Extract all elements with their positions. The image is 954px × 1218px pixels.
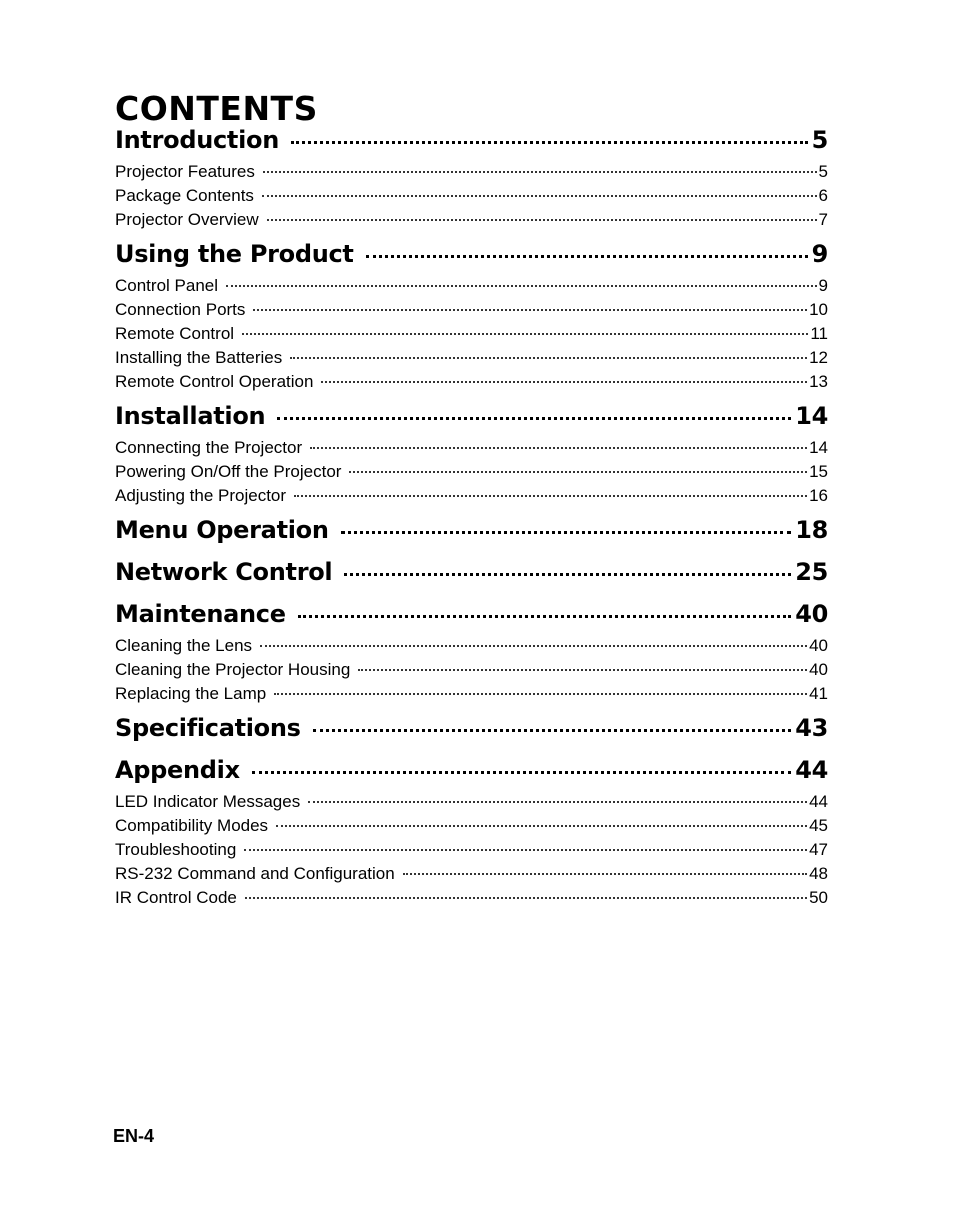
dot-leader: [294, 495, 807, 497]
section-page-number: 40: [795, 600, 828, 628]
section-title: Using the Product: [115, 240, 354, 268]
table-of-contents: [115, 126, 828, 918]
dot-leader: [310, 447, 807, 449]
entry-page-number: 5: [818, 162, 828, 181]
toc-section: [115, 126, 828, 240]
section-title: Maintenance: [115, 600, 286, 628]
toc-section-heading[interactable]: [115, 756, 828, 792]
entry-title: Remote Control Operation: [115, 372, 314, 391]
dot-leader: [358, 669, 807, 671]
toc-entry[interactable]: [115, 864, 828, 888]
entry-page-number: 40: [809, 636, 828, 655]
dot-leader: [253, 309, 807, 311]
toc-section-heading[interactable]: [115, 126, 828, 162]
toc-entry[interactable]: [115, 300, 828, 324]
entry-page-number: 13: [809, 372, 828, 391]
dot-leader: [298, 615, 791, 618]
toc-section: [115, 600, 828, 714]
toc-entry[interactable]: [115, 792, 828, 816]
toc-entry[interactable]: [115, 462, 828, 486]
entry-page-number: 41: [809, 684, 828, 703]
dot-leader: [291, 141, 808, 144]
dot-leader: [267, 219, 817, 221]
dot-leader: [277, 417, 791, 420]
entry-title: Troubleshooting: [115, 840, 237, 859]
dot-leader: [245, 897, 807, 899]
toc-entry-list: [115, 636, 828, 714]
entry-page-number: 40: [809, 660, 828, 679]
entry-title: Connecting the Projector: [115, 438, 303, 457]
toc-entry[interactable]: [115, 660, 828, 684]
section-page-number: 9: [811, 240, 828, 268]
toc-entry[interactable]: [115, 888, 828, 912]
entry-page-number: 11: [810, 324, 828, 343]
toc-entry[interactable]: [115, 372, 828, 396]
toc-entry-list: [115, 792, 828, 918]
section-page-number: 43: [795, 714, 828, 742]
entry-title: Projector Features: [115, 162, 255, 181]
entry-title: Adjusting the Projector: [115, 486, 287, 505]
dot-leader: [274, 693, 807, 695]
toc-entry[interactable]: [115, 348, 828, 372]
entry-page-number: 48: [809, 864, 828, 883]
entry-page-number: 12: [809, 348, 828, 367]
entry-title: Remote Control: [115, 324, 235, 343]
entry-title: Cleaning the Projector Housing: [115, 660, 351, 679]
section-title: Appendix: [115, 756, 240, 784]
section-title: Installation: [115, 402, 266, 430]
entry-page-number: 45: [809, 816, 828, 835]
dot-leader: [321, 381, 807, 383]
section-title: Introduction: [115, 126, 279, 154]
entry-page-number: 44: [809, 792, 828, 811]
dot-leader: [341, 531, 792, 534]
section-title: Menu Operation: [115, 516, 329, 544]
dot-leader: [242, 333, 808, 335]
toc-entry[interactable]: [115, 186, 828, 210]
section-page-number: 18: [795, 516, 828, 544]
toc-entry[interactable]: [115, 276, 828, 300]
entry-title: Replacing the Lamp: [115, 684, 267, 703]
toc-section: [115, 240, 828, 402]
toc-section: [115, 756, 828, 918]
toc-entry-list: [115, 276, 828, 402]
toc-section-heading[interactable]: [115, 600, 828, 636]
dot-leader: [308, 801, 807, 803]
toc-section-heading[interactable]: [115, 516, 828, 552]
dot-leader: [260, 645, 807, 647]
dot-leader: [244, 849, 807, 851]
entry-page-number: 50: [809, 888, 828, 907]
section-title: Network Control: [115, 558, 333, 586]
toc-section-heading[interactable]: [115, 240, 828, 276]
dot-leader: [252, 771, 791, 774]
entry-title: Installing the Batteries: [115, 348, 283, 367]
toc-entry[interactable]: [115, 324, 828, 348]
entry-title: LED Indicator Messages: [115, 792, 301, 811]
toc-entry[interactable]: [115, 636, 828, 660]
toc-section: [115, 516, 828, 558]
entry-title: Cleaning the Lens: [115, 636, 253, 655]
dot-leader: [313, 729, 792, 732]
entry-page-number: 16: [809, 486, 828, 505]
dot-leader: [344, 573, 791, 576]
toc-section-heading[interactable]: [115, 714, 828, 750]
toc-entry[interactable]: [115, 210, 828, 234]
entry-title: Projector Overview: [115, 210, 259, 229]
toc-entry-list: [115, 438, 828, 516]
toc-section: [115, 558, 828, 600]
entry-title: RS-232 Command and Configuration: [115, 864, 395, 883]
entry-page-number: 10: [809, 300, 828, 319]
page-number: EN-4: [113, 1126, 155, 1146]
section-page-number: 25: [795, 558, 828, 586]
toc-section-heading[interactable]: [115, 558, 828, 594]
entry-title: Powering On/Off the Projector: [115, 462, 342, 481]
entry-title: Connection Ports: [115, 300, 246, 319]
entry-page-number: 6: [818, 186, 828, 205]
toc-entry-list: [115, 162, 828, 240]
dot-leader: [226, 285, 817, 287]
dot-leader: [403, 873, 807, 875]
toc-entry[interactable]: [115, 438, 828, 462]
page-title: CONTENTS: [115, 89, 318, 128]
entry-title: Control Panel: [115, 276, 219, 295]
section-page-number: 5: [811, 126, 828, 154]
toc-entry[interactable]: [115, 816, 828, 840]
entry-page-number: 14: [809, 438, 828, 457]
toc-entry[interactable]: [115, 684, 828, 708]
toc-entry[interactable]: [115, 840, 828, 864]
dot-leader: [366, 255, 808, 258]
section-title: Specifications: [115, 714, 301, 742]
entry-page-number: 47: [809, 840, 828, 859]
section-page-number: 44: [795, 756, 828, 784]
section-page-number: 14: [795, 402, 828, 430]
dot-leader: [263, 171, 817, 173]
dot-leader: [349, 471, 807, 473]
entry-page-number: 9: [818, 276, 828, 295]
entry-page-number: 15: [809, 462, 828, 481]
entry-page-number: 7: [818, 210, 828, 229]
toc-section-heading[interactable]: [115, 402, 828, 438]
dot-leader: [290, 357, 807, 359]
toc-section: [115, 402, 828, 516]
toc-entry[interactable]: [115, 162, 828, 186]
entry-title: Compatibility Modes: [115, 816, 269, 835]
toc-section: [115, 714, 828, 756]
dot-leader: [262, 195, 817, 197]
dot-leader: [276, 825, 807, 827]
toc-entry[interactable]: [115, 486, 828, 510]
entry-title: IR Control Code: [115, 888, 237, 907]
entry-title: Package Contents: [115, 186, 254, 205]
